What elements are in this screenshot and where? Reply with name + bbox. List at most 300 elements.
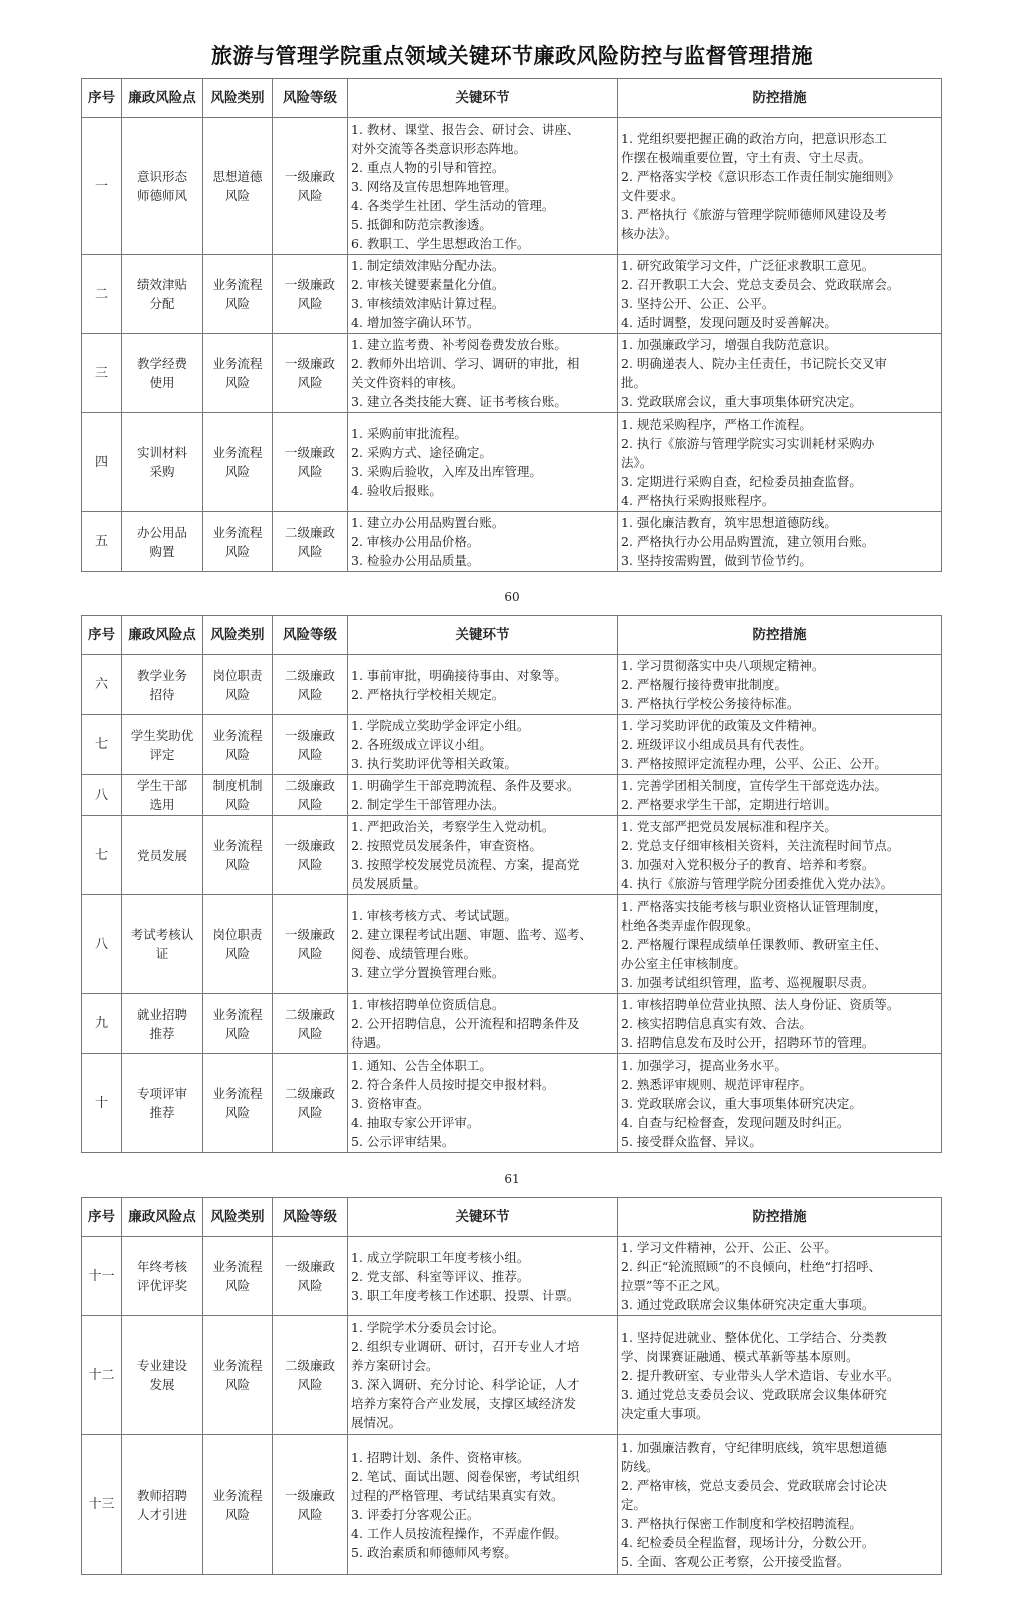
cell-line: 推荐 (149, 1025, 175, 1041)
level-cell (273, 334, 348, 413)
risk-point-cell (122, 715, 203, 775)
cell-line: 2. 执行《旅游与管理学院实习实训耗材采购办 (621, 435, 875, 451)
cell-line: 5. 公示评审结果。 (351, 1133, 455, 1149)
level-cell (273, 715, 348, 775)
row-index: 二 (82, 255, 122, 334)
cell-line: 绩效津贴 (136, 277, 187, 292)
cell-line: 1. 党组织要把握正确的政治方向，把意识形态工 (621, 131, 887, 146)
row-index: 三 (82, 334, 122, 413)
key-links-cell (348, 1054, 618, 1153)
cell-line: 风险 (297, 857, 323, 872)
column-header: 关键环节 (348, 79, 618, 118)
cell-line: 1. 成立学院职工年度考核小组。 (351, 1249, 530, 1265)
cell-line: 2. 党总支仔细审核相关资料，关注流程时间节点。 (621, 838, 900, 853)
measures-cell (618, 1316, 942, 1435)
level-cell (273, 655, 348, 715)
cell-line: 风险 (224, 1105, 250, 1120)
table-row (82, 1237, 942, 1316)
risk-point-cell (122, 895, 203, 994)
measures-cell (618, 655, 942, 715)
cell-line: 1. 严把政治关，考察学生入党动机。 (351, 819, 555, 834)
cell-line: 2. 制定学生干部管理办法。 (351, 797, 505, 812)
cell-line: 2. 纠正“轮流照顾”的不良倾向，杜绝“打招呼、 (621, 1259, 882, 1274)
cell-line: 1. 加强廉政学习，增强自我防范意识。 (621, 337, 837, 352)
cell-line: 1. 强化廉洁教育，筑牢思想道德防线。 (621, 515, 837, 530)
cell-line: 4. 执行《旅游与管理学院分团委推优入党办法》。 (621, 876, 894, 891)
cell-line: 3. 采购后验收，入库及出库管理。 (351, 464, 542, 479)
cell-line: 风险 (297, 686, 323, 702)
cell-line: 风险 (224, 686, 250, 702)
cell-line: 风险 (224, 1377, 250, 1392)
risk-point-cell (122, 512, 203, 572)
cell-line: 2. 建立课程考试出题、审题、监考、巡考、 (351, 927, 592, 942)
cell-line: 采购 (149, 464, 175, 479)
cell-line: 1. 研究政策学习文件，广泛征求教职工意见。 (621, 258, 875, 273)
key-links-cell (348, 413, 618, 512)
cell-line: 风险 (297, 797, 323, 812)
key-links-cell (348, 255, 618, 334)
cell-line: 风险 (224, 543, 250, 559)
cell-line: 推荐 (149, 1105, 175, 1120)
cell-line: 杜绝各类弄虚作假现象。 (621, 917, 759, 933)
cell-line: 4. 验收后报账。 (351, 483, 442, 498)
cell-line: 业务流程 (212, 838, 263, 853)
measures-cell (618, 895, 942, 994)
cell-line: 2. 严格执行学校相关规定。 (351, 686, 505, 702)
cell-line: 3. 严格执行保密工作制度和学校招聘流程。 (621, 1516, 862, 1531)
table-header-row (82, 1198, 942, 1237)
key-links-cell (348, 715, 618, 775)
category-cell (203, 655, 273, 715)
cell-line: 1. 招聘计划、条件、资格审核。 (351, 1449, 530, 1465)
row-index: 九 (82, 994, 122, 1054)
table-row (82, 334, 942, 413)
table-header-row (82, 616, 942, 655)
level-cell (273, 1316, 348, 1435)
cell-line: 一级廉政 (284, 727, 335, 743)
page-number: 61 (504, 1172, 520, 1186)
table-row (82, 413, 942, 512)
cell-line: 1. 党支部严把党员发展标准和程序关。 (621, 819, 837, 834)
cell-line: 关文件资料的审核。 (351, 375, 464, 390)
cell-line: 1. 完善学团相关制度，宣传学生干部竞选办法。 (621, 778, 887, 793)
level-cell (273, 994, 348, 1054)
measures-cell (618, 715, 942, 775)
cell-line: 二级廉政 (284, 1006, 335, 1022)
cell-line: 1. 明确学生干部竞聘流程、条件及要求。 (351, 778, 580, 793)
level-cell (273, 1435, 348, 1575)
key-links-cell (348, 994, 618, 1054)
cell-line: 选用 (149, 797, 175, 812)
cell-line: 过程的严格管理、考试结果真实有效。 (351, 1487, 564, 1503)
level-cell (273, 1054, 348, 1153)
cell-line: 学生奖助优 (130, 727, 194, 743)
table-row (82, 895, 942, 994)
column-header: 关键环节 (348, 1198, 618, 1237)
cell-line: 使用 (149, 375, 175, 390)
cell-line: 评优评奖 (136, 1278, 187, 1293)
cell-line: 风险 (224, 797, 250, 812)
cell-line: 批。 (621, 375, 647, 390)
column-header: 防控措施 (618, 616, 942, 655)
cell-line: 待遇。 (351, 1035, 389, 1050)
column-header: 序号 (82, 79, 122, 118)
cell-line: 学生干部 (136, 778, 187, 793)
measures-cell (618, 334, 942, 413)
cell-line: 法》。 (621, 454, 653, 470)
risk-table-3 (81, 1197, 941, 1575)
cell-line: 3. 评委打分客观公正。 (351, 1506, 480, 1522)
cell-line: 4. 自查与纪检督查，发现问题及时纠正。 (621, 1114, 850, 1130)
cell-line: 4. 适时调整，发现问题及时妥善解决。 (621, 315, 837, 330)
cell-line: 5. 抵御和防范宗教渗透。 (351, 216, 492, 232)
cell-line: 一级廉政 (284, 838, 335, 853)
cell-line: 2. 组织专业调研、研讨，召开专业人才培 (351, 1339, 580, 1354)
key-links-cell (348, 334, 618, 413)
cell-line: 风险 (297, 464, 323, 479)
cell-line: 1. 规范采购程序，严格工作流程。 (621, 416, 812, 432)
level-cell (273, 118, 348, 255)
cell-line: 风险 (224, 1278, 250, 1293)
cell-line: 2. 严格落实学校《意识形态工作责任制实施细则》 (621, 169, 900, 184)
row-index: 八 (82, 775, 122, 816)
cell-line: 专业建设 (136, 1358, 187, 1373)
cell-line: 2. 公开招聘信息，公开流程和招聘条件及 (351, 1016, 580, 1031)
cell-line: 2. 严格要求学生干部，定期进行培训。 (621, 797, 837, 812)
risk-point-cell (122, 775, 203, 816)
column-header: 防控措施 (618, 79, 942, 118)
cell-line: 2. 重点人物的引导和管控。 (351, 159, 505, 175)
measures-cell (618, 775, 942, 816)
cell-line: 二级廉政 (284, 667, 335, 683)
cell-line: 业务流程 (212, 356, 263, 371)
cell-line: 3. 通过党政联席会议集体研究决定重大事项。 (621, 1297, 875, 1312)
cell-line: 制度机制 (212, 778, 263, 793)
measures-cell (618, 1054, 942, 1153)
cell-line: 业务流程 (212, 1358, 263, 1373)
cell-line: 2. 符合条件人员按时提交申报材料。 (351, 1076, 555, 1092)
row-index: 七 (82, 816, 122, 895)
row-index: 四 (82, 413, 122, 512)
cell-line: 3. 执行奖助评优等相关政策。 (351, 756, 517, 771)
risk-point-cell (122, 334, 203, 413)
level-cell (273, 775, 348, 816)
category-cell (203, 1237, 273, 1316)
table (81, 615, 942, 1153)
cell-line: 风险 (297, 946, 323, 961)
cell-line: 一级廉政 (284, 445, 335, 460)
cell-line: 4. 抽取专家公开评审。 (351, 1114, 480, 1130)
row-index: 八 (82, 895, 122, 994)
cell-line: 二级廉政 (284, 1358, 335, 1373)
cell-line: 4. 各类学生社团、学生活动的管理。 (351, 197, 555, 213)
table-row (82, 255, 942, 334)
cell-line: 3. 职工年度考核工作述职、投票、计票。 (351, 1287, 580, 1303)
level-cell (273, 1237, 348, 1316)
cell-line: 3. 加强对入党积极分子的教育、培养和考察。 (621, 857, 875, 872)
cell-line: 3. 建立学分置换管理台账。 (351, 965, 505, 980)
cell-line: 岗位职责 (212, 667, 263, 683)
cell-line: 风险 (224, 946, 250, 961)
cell-line: 岗位职责 (212, 927, 263, 942)
table-row (82, 816, 942, 895)
level-cell (273, 255, 348, 334)
cell-line: 文件要求。 (621, 188, 684, 203)
column-header: 风险类别 (203, 1198, 273, 1237)
column-header: 风险类别 (203, 616, 273, 655)
cell-line: 员发展质量。 (351, 876, 427, 891)
cell-line: 3. 加强考试组织管理，监考、巡视履职尽责。 (621, 974, 875, 990)
column-header: 廉政风险点 (122, 1198, 203, 1237)
cell-line: 1. 学习奖助评优的政策及文件精神。 (621, 718, 825, 733)
key-links-cell (348, 1316, 618, 1435)
row-index: 十三 (82, 1435, 122, 1575)
column-header: 序号 (82, 1198, 122, 1237)
cell-line: 业务流程 (212, 277, 263, 292)
cell-line: 3. 检验办公用品质量。 (351, 553, 480, 568)
cell-line: 思想道德 (212, 169, 263, 184)
cell-line: 1. 加强学习，提高业务水平。 (621, 1057, 787, 1073)
column-header: 风险等级 (273, 616, 348, 655)
category-cell (203, 1054, 273, 1153)
risk-point-cell (122, 413, 203, 512)
cell-line: 3. 网络及宣传思想阵地管理。 (351, 178, 517, 194)
cell-line: 2. 明确递表人、院办主任责任，书记院长交叉审 (621, 356, 887, 371)
table (81, 78, 942, 572)
cell-line: 2. 按照党员发展条件，审查资格。 (351, 838, 542, 853)
cell-line: 一级廉政 (284, 169, 335, 184)
cell-line: 风险 (224, 375, 250, 390)
cell-line: 风险 (297, 1025, 323, 1041)
cell-line: 专项评审 (136, 1086, 187, 1101)
cell-line: 5. 政治素质和师德师风考察。 (351, 1544, 517, 1560)
row-index: 六 (82, 655, 122, 715)
cell-line: 业务流程 (212, 445, 263, 460)
key-links-cell (348, 118, 618, 255)
cell-line: 考试考核认 (130, 927, 194, 942)
cell-line: 风险 (224, 296, 250, 311)
column-header: 防控措施 (618, 1198, 942, 1237)
cell-line: 一级廉政 (284, 356, 335, 371)
row-index: 五 (82, 512, 122, 572)
key-links-cell (348, 1435, 618, 1575)
cell-line: 3. 招聘信息发布及时公开，招聘环节的管理。 (621, 1035, 875, 1050)
risk-point-cell (122, 1237, 203, 1316)
cell-line: 风险 (224, 857, 250, 872)
cell-line: 分配 (149, 296, 175, 311)
cell-line: 2. 笔试、面试出题、阅卷保密，考试组织 (351, 1468, 580, 1484)
cell-line: 2. 核实招聘信息真实有效、合法。 (621, 1016, 812, 1031)
row-index: 七 (82, 715, 122, 775)
risk-point-cell (122, 1054, 203, 1153)
column-header: 关键环节 (348, 616, 618, 655)
row-index: 十一 (82, 1237, 122, 1316)
cell-line: 办公室主任审核制度。 (621, 955, 747, 971)
cell-line: 1. 事前审批，明确接待事由、对象等。 (351, 667, 567, 683)
cell-line: 3. 深入调研、充分讨论、科学论证，人才 (351, 1377, 580, 1392)
category-cell (203, 1435, 273, 1575)
cell-line: 1. 建立监考费、补考阅卷费发放台账。 (351, 337, 567, 352)
cell-line: 师德师风 (136, 188, 187, 203)
category-cell (203, 118, 273, 255)
cell-line: 1. 通知、公告全体职工。 (351, 1057, 492, 1073)
risk-point-cell (122, 255, 203, 334)
level-cell (273, 816, 348, 895)
cell-line: 风险 (297, 746, 323, 762)
cell-line: 2. 党支部、科室等评议、推荐。 (351, 1268, 530, 1284)
level-cell (273, 413, 348, 512)
cell-line: 风险 (297, 375, 323, 390)
risk-point-cell (122, 655, 203, 715)
cell-line: 风险 (224, 464, 250, 479)
cell-line: 3. 严格执行《旅游与管理学院师德师风建设及考 (621, 207, 887, 222)
cell-line: 定。 (621, 1497, 647, 1512)
cell-line: 2. 审核关键要素量化分值。 (351, 277, 505, 292)
cell-line: 风险 (297, 543, 323, 559)
cell-line: 一级廉政 (284, 1487, 335, 1503)
category-cell (203, 255, 273, 334)
cell-line: 阅卷、成绩管理台账。 (351, 946, 477, 961)
table-row (82, 1316, 942, 1435)
cell-line: 业务流程 (212, 1006, 263, 1022)
risk-point-cell (122, 994, 203, 1054)
category-cell (203, 775, 273, 816)
category-cell (203, 1316, 273, 1435)
cell-line: 3. 党政联席会议，重大事项集体研究决定。 (621, 1095, 862, 1111)
cell-line: 1. 审核招聘单位资质信息。 (351, 997, 505, 1012)
cell-line: 风险 (297, 296, 323, 311)
cell-line: 1. 学院学术分委员会讨论。 (351, 1320, 505, 1335)
table-row (82, 994, 942, 1054)
cell-line: 1. 采购前审批流程。 (351, 426, 467, 441)
cell-line: 3. 通过党总支委员会议、党政联席会议集体研究 (621, 1386, 887, 1402)
cell-line: 1. 教材、课堂、报告会、研讨会、讲座、 (351, 121, 580, 137)
cell-line: 教学业务 (136, 667, 187, 683)
key-links-cell (348, 512, 618, 572)
page-number: 60 (504, 590, 520, 604)
cell-line: 意识形态 (136, 169, 187, 184)
cell-line: 实训材料 (136, 445, 187, 460)
cell-line: 1. 建立办公用品购置台账。 (351, 515, 505, 530)
cell-line: 5. 全面、客观公正考察，公开接受监督。 (621, 1554, 850, 1569)
cell-line: 1. 学院成立奖助学金评定小组。 (351, 718, 530, 733)
cell-line: 2. 严格履行接待费审批制度。 (621, 677, 787, 692)
cell-line: 1. 学习文件精神，公开、公正、公平。 (621, 1240, 837, 1255)
cell-line: 3. 建立各类技能大赛、证书考核台账。 (351, 394, 567, 409)
cell-line: 2. 召开教职工大会、党总支委员会、党政联席会。 (621, 277, 900, 292)
cell-line: 风险 (297, 1506, 323, 1522)
cell-line: 办公用品 (136, 524, 187, 540)
cell-line: 2. 审核办公用品价格。 (351, 534, 480, 549)
cell-line: 2. 教师外出培训、学习、调研的审批，相 (351, 356, 580, 371)
cell-line: 招待 (149, 686, 175, 702)
cell-line: 3. 坚持按需购置，做到节俭节约。 (621, 553, 812, 568)
cell-line: 3. 严格执行学校公务接待标准。 (621, 696, 800, 711)
cell-line: 业务流程 (212, 1487, 263, 1503)
table-row (82, 512, 942, 572)
cell-line: 3. 坚持公开、公正、公平。 (621, 296, 775, 311)
cell-line: 3. 定期进行采购自查，纪检委员抽查监督。 (621, 473, 862, 489)
cell-line: 业务流程 (212, 1086, 263, 1101)
cell-line: 购置 (149, 543, 175, 559)
measures-cell (618, 1435, 942, 1575)
cell-line: 4. 增加签字确认环节。 (351, 315, 480, 330)
cell-line: 一级廉政 (284, 277, 335, 292)
cell-line: 党员发展 (136, 847, 187, 863)
cell-line: 2. 熟悉评审规则、规范评审程序。 (621, 1076, 812, 1092)
level-cell (273, 895, 348, 994)
cell-line: 4. 纪检委员全程监督，现场计分，分数公开。 (621, 1535, 875, 1550)
cell-line: 作摆在极端重要位置，守土有责、守土尽责。 (621, 150, 872, 165)
category-cell (203, 512, 273, 572)
cell-line: 2. 提升教研室、专业带头人学术造诣、专业水平。 (621, 1367, 900, 1383)
cell-line: 风险 (224, 188, 250, 203)
cell-line: 拉票”等不正之风。 (621, 1278, 728, 1293)
table-row (82, 775, 942, 816)
cell-line: 风险 (297, 188, 323, 203)
cell-line: 2. 各班级成立评议小组。 (351, 737, 492, 752)
table-row (82, 715, 942, 775)
cell-line: 1. 制定绩效津贴分配办法。 (351, 258, 505, 273)
cell-line: 教学经费 (136, 356, 187, 371)
measures-cell (618, 994, 942, 1054)
category-cell (203, 895, 273, 994)
key-links-cell (348, 775, 618, 816)
cell-line: 2. 班级评议小组成员具有代表性。 (621, 737, 812, 752)
risk-point-cell (122, 1435, 203, 1575)
table-row (82, 655, 942, 715)
key-links-cell (348, 895, 618, 994)
cell-line: 风险 (224, 1025, 250, 1041)
cell-line: 2. 严格审核，党总支委员会、党政联席会讨论决 (621, 1478, 887, 1493)
column-header: 风险类别 (203, 79, 273, 118)
column-header: 风险等级 (273, 79, 348, 118)
category-cell (203, 816, 273, 895)
cell-line: 一级廉政 (284, 927, 335, 942)
column-header: 序号 (82, 616, 122, 655)
cell-line: 3. 审核绩效津贴计算过程。 (351, 296, 505, 311)
category-cell (203, 715, 273, 775)
key-links-cell (348, 1237, 618, 1316)
cell-line: 1. 审核考核方式、考试试题。 (351, 908, 517, 923)
cell-line: 一级廉政 (284, 1259, 335, 1274)
cell-line: 3. 资格审查。 (351, 1095, 430, 1111)
cell-line: 1. 学习贯彻落实中央八项规定精神。 (621, 658, 825, 673)
cell-line: 1. 审核招聘单位营业执照、法人身份证、资质等。 (621, 997, 900, 1012)
cell-line: 1. 严格落实技能考核与职业资格认证管理制度， (621, 898, 887, 914)
risk-point-cell (122, 118, 203, 255)
cell-line: 年终考核 (136, 1259, 187, 1274)
table-header-row (82, 79, 942, 118)
cell-line: 1. 加强廉洁教育，守纪律明底线，筑牢思想道德 (621, 1440, 887, 1455)
cell-line: 学、岗课赛证融通、模式革新等基本原则。 (621, 1348, 859, 1364)
cell-line: 培养方案符合产业发展，支撑区域经济发 (351, 1396, 577, 1411)
cell-line: 风险 (297, 1278, 323, 1293)
row-index: 十 (82, 1054, 122, 1153)
level-cell (273, 512, 348, 572)
cell-line: 展情况。 (351, 1415, 402, 1430)
row-index: 十二 (82, 1316, 122, 1435)
cell-line: 二级廉政 (284, 1086, 335, 1101)
key-links-cell (348, 816, 618, 895)
table-row (82, 118, 942, 255)
cell-line: 决定重大事项。 (621, 1405, 709, 1421)
document-title: 旅游与管理学院重点领域关键环节廉政风险防控与监督管理措施 (211, 43, 813, 68)
table (81, 1197, 942, 1575)
risk-table-2 (81, 615, 941, 1153)
row-index: 一 (82, 118, 122, 255)
cell-line: 二级廉政 (284, 778, 335, 793)
